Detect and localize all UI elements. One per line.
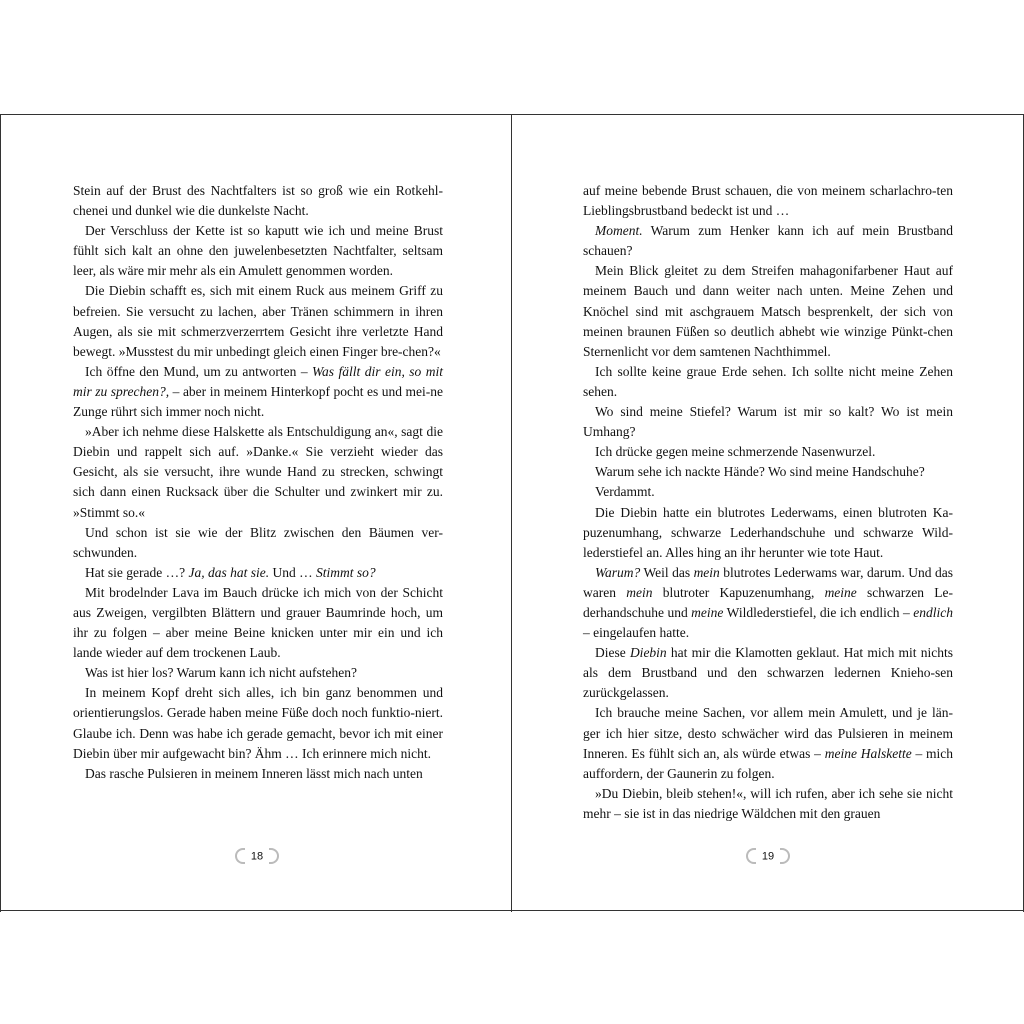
italic-text: mein: [626, 584, 653, 600]
italic-text: Moment.: [595, 223, 643, 239]
text-run: Verdammt.: [595, 484, 655, 500]
text-run: Warum sehe ich nackte Hände? Wo sind meine Handschuhe?: [595, 464, 925, 480]
text-run: Weil das: [640, 564, 694, 580]
paragraph: [73, 683, 443, 763]
text-run: Diese: [595, 645, 630, 661]
italic-text: Was fällt dir ein, so mit mir zu sprechen?,: [73, 363, 444, 399]
text-run: Wo sind meine Stiefel? Warum ist mir so kalt? Wo ist mein Umhang?: [583, 404, 953, 440]
text-run: hat mir die Klamotten geklaut. Hat mich mit nichts als dem Brustband und den schwarzen ledernen Kniehо-sen zurückgelassen.: [583, 645, 953, 701]
book-spread: [0, 114, 1024, 911]
paragraph: [73, 563, 443, 583]
text-run: Mit brodelnder Lava im Bauch drücke ich mich von der Schicht aus Zweigen, vergilbten Blättern und grauer Baumrinde hoch, um ihr zu folgen – aber meine Beine knicken unter mir ein und ich lande wieder auf dem trockenen Laub.: [73, 584, 443, 661]
text-run: In meinem Kopf dreht sich alles, ich bin ganz benommen und orientierungslos. Gerade haben meine Füße doch noch funktio-niert. Glaube ich. Denn was habe ich gerade gemacht, bevor ich mit einer Diebin über mir aufgewacht bin? Ähm … Ich erinnere mich nicht.: [73, 685, 443, 761]
paragraph: [583, 362, 953, 402]
text-run: schwarzen Le-derhandschuhe und: [583, 584, 953, 620]
italic-text: Ja, das hat sie.: [188, 564, 270, 580]
left-page: [0, 115, 512, 912]
paragraph: [73, 663, 443, 683]
right-page-text: [583, 181, 953, 824]
paragraph: [583, 261, 953, 361]
paragraph: [73, 362, 443, 422]
paragraph: [583, 181, 953, 221]
paragraph: [583, 784, 953, 824]
italic-text: endlich: [913, 604, 954, 620]
paragraph: [583, 643, 953, 703]
italic-text: meine: [824, 584, 857, 600]
paragraph: [73, 221, 443, 281]
left-page-text: [73, 181, 443, 784]
text-run: Die Diebin schafft es, sich mit einem Ruck aus meinem Griff zu befreien. Sie versucht zu lachen, aber Tränen schimmern in ihren Augen, als sie mit schmerzverzerrtem Gesicht ihre verletzte Hand bewegt. »Musstest du mir unbedingt gleich einen Finger bre-chen?«: [73, 283, 443, 359]
text-run: »Aber ich nehme diese Halskette als Entschuldigung an«, sagt die Diebin und rappelt sich auf. »Danke.« Sie verzieht wieder das Gesicht, als sie versucht, ihre wunde Hand zu strecken, schwingt sich dann einen Rucksack über die Schulter und zwinkert mir zu. »Stimmt so.«: [73, 424, 443, 520]
paragraph: [583, 703, 953, 783]
page-number-label: 18: [250, 850, 264, 863]
text-run: Wildlederstiefel, die ich endlich –: [723, 604, 914, 620]
paragraph: [73, 764, 443, 784]
paragraph: [583, 462, 953, 482]
paragraph: [583, 482, 953, 502]
italic-text: Diebin: [629, 645, 667, 661]
text-run: Und …: [269, 564, 316, 580]
right-page-number: [512, 848, 1024, 864]
text-run: Der Verschluss der Kette ist so kaputt wie ich und meine Brust fühlt sich kalt an ohne den juwelenbesetzten Nachtfalter, seltsam leer, als wäre mir mehr als ein Amulett genommen worden.: [73, 223, 443, 279]
italic-text: Warum?: [595, 564, 641, 580]
text-run: blutroter Kapuzenumhang,: [652, 584, 825, 600]
text-run: – aber in meinem Hinterkopf pocht es und mei-ne Zunge rührt sich immer noch nicht.: [73, 383, 443, 420]
text-run: blutrotes Lederwams war, darum. Und das waren: [583, 564, 953, 600]
text-run: Ich drücke gegen meine schmerzende Nasenwurzel.: [595, 444, 876, 460]
page-number-label: 19: [761, 850, 775, 863]
text-run: Warum zum Henker kann ich auf mein Brustband schauen?: [583, 223, 953, 259]
italic-text: meine Halskette: [824, 745, 912, 761]
italic-text: Stimmt so?: [315, 564, 376, 580]
paragraph: [583, 442, 953, 462]
text-run: Mein Blick gleitet zu dem Streifen mahagonifarbener Haut auf meinem Bauch und dann weiter nach unten. Meine Zehen und Knöchel sind mit aschgrauem Matsch besprenkelt, der sich von meinen braunen Füßen so deutlich abhebt wie winzige Pünkt-chen Sternenlicht vor dem samtenen Nachthimmel.: [583, 263, 953, 359]
paragraph: [73, 523, 443, 563]
text-run: Was ist hier los? Warum kann ich nicht aufstehen?: [85, 665, 357, 681]
text-run: Hat sie gerade …?: [85, 564, 189, 580]
left-bracket-icon: [746, 848, 756, 864]
right-bracket-icon: [780, 848, 790, 864]
text-run: Ich brauche meine Sachen, vor allem mein Amulett, und je län-ger ich hier sitze, desto schwächer wird das Pulsieren in meinem Inneren. Es fühlt sich an, als würde etwas –: [583, 705, 953, 761]
italic-text: mein: [693, 564, 720, 580]
text-run: Ich öffne den Mund, um zu antworten –: [85, 363, 313, 379]
text-run: Die Diebin hatte ein blutrotes Lederwams, einen blutroten Ka-puzenumhang, schwarze Lederhandschuhe und schwarze Wild-lederstiefel an. Alles hing an ihr herunter wie tote Haut.: [583, 504, 953, 560]
text-run: Ich sollte keine graue Erde sehen. Ich sollte nicht meine Zehen sehen.: [583, 363, 953, 399]
italic-text: meine: [691, 604, 724, 620]
text-run: Stein auf der Brust des Nachtfalters ist so groß wie ein Rotkehl-chenei und dunkel wie die dunkelste Nacht.: [73, 183, 443, 219]
right-page: [512, 115, 1024, 912]
paragraph: [583, 503, 953, 563]
paragraph: [73, 583, 443, 663]
paragraph: [583, 221, 953, 261]
paragraph: [583, 402, 953, 442]
text-run: »Du Diebin, bleib stehen!«, will ich rufen, aber ich sehe sie nicht mehr – sie ist in das niedrige Wäldchen mit den grauen: [583, 785, 953, 821]
text-run: – mich auffordern, der Gaunerin zu folgen.: [583, 745, 954, 781]
right-bracket-icon: [269, 848, 279, 864]
paragraph: [583, 563, 953, 643]
paragraph: [73, 181, 443, 221]
paragraph: [73, 281, 443, 361]
text-run: Das rasche Pulsieren in meinem Inneren lässt mich nach unten: [85, 765, 423, 781]
text-run: auf meine bebende Brust schauen, die von meinem scharlachro-ten Lieblingsbrustband bedeckt ist und …: [583, 183, 953, 219]
left-page-number: [1, 848, 513, 864]
paragraph: [73, 422, 443, 522]
left-bracket-icon: [235, 848, 245, 864]
text-run: – eingelaufen hatte.: [583, 625, 690, 641]
text-run: Und schon ist sie wie der Blitz zwischen den Bäumen ver-schwunden.: [73, 524, 443, 560]
